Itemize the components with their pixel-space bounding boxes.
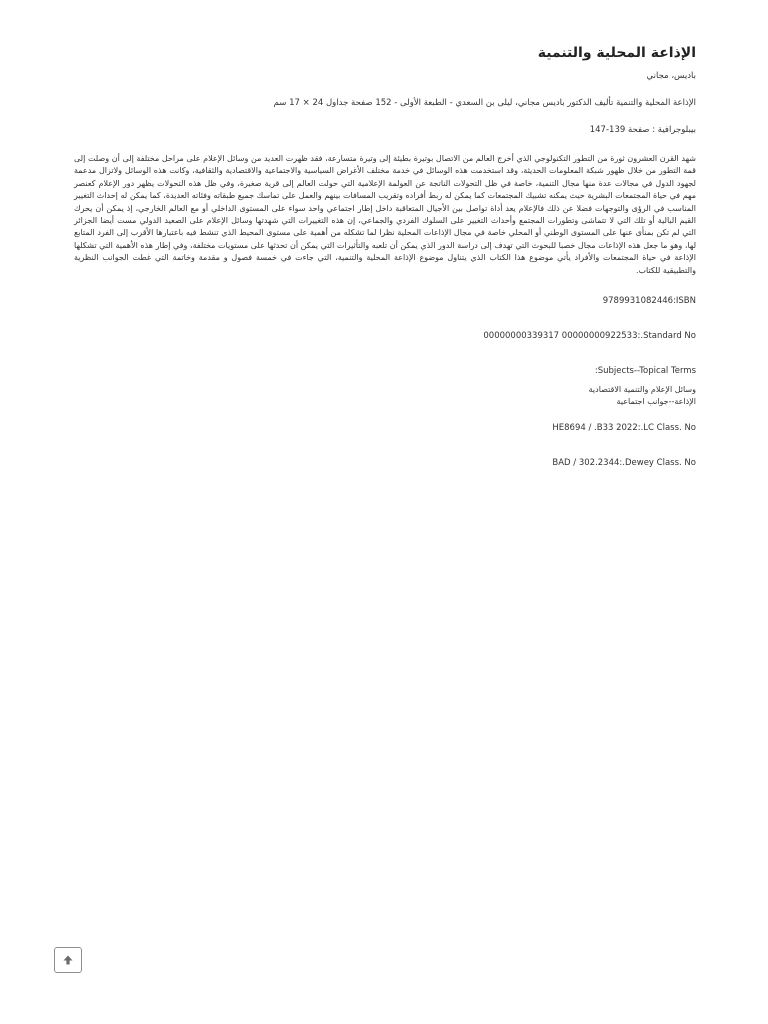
record-description: الإذاعة المحلية والتنمية تأليف الدكتور باديس مجاني، ليلى بن السعدي - الطبعة الأولى - 152 صفحة جداول 24 × 17 سم <box>273 98 696 108</box>
arrow-up-icon <box>62 954 74 966</box>
record-author: باديس، مجاني <box>646 71 696 81</box>
record-lc-class: HE8694 / .B33 2022:.LC Class. No <box>552 423 696 434</box>
subjects-list <box>74 384 696 408</box>
record-dewey-class: BAD / 302.2344:.Dewey Class. No <box>552 458 696 469</box>
subject-item: الإذاعة--جوانب اجتماعية <box>616 397 696 407</box>
subjects-heading: :Subjects--Topical Terms <box>594 366 696 377</box>
record-title: الإذاعة المحلية والتنمية <box>537 45 696 61</box>
record-standard-no: 00000000339317 00000000922533:.Standard No <box>483 331 696 342</box>
back-to-top-button[interactable] <box>54 947 82 973</box>
record-bibliography: بيبلوجرافية : صفحة 139-147 <box>589 125 696 135</box>
subject-item: وسائل الإعلام والتنمية الاقتصادية <box>588 385 696 395</box>
catalog-record <box>74 44 696 470</box>
record-isbn: 9789931082446:ISBN <box>602 296 696 307</box>
record-abstract: شهد القرن العشرون ثورة من التطور التكنولوجي الذي أخرج العالم من الاتصال بوتيرة بطيئة إلى وتيرة متسارعة، فقد ظهرت العديد من وسائل الإعلام على مراحل مختلفة إلى أن وصلت إلى قمة التطور من خلال ظهور شبكة المعلومات الحديثة، وقد استخدمت هذه الوسائل في خدمة مختلف الأغراض السياسية والاجتماعية والاقتصادية والثقافية، وكانت هذه الوسائل ولاتزال مدعمة لجهود الدول في مجالات عدة منها مجال التنمية، خاصة في ظل التحولات الناتجة عن العولمة الإعلامية التي حولت العالم إلى قرية صغيرة، وفي ظل هذه التحولات يظهر دور الإعلام كعنصر مهم في حياة المجتمعات البشرية حيث يمكنه تشبيك المجتمعات كما يمكن له ربط أفراده وتقريب المسافات بينهم والعمل على تماسك جميع طبقاته وفئاته العديدة، كما يمكن له إحداث التغيير المناسب في الرؤى والتوجهات فضلا عن ذلك فالإعلام يعد أداة تواصل بين الأجيال المتعاقبة داخل إطار اجتماعي واحد سواء على المستوى الداخلي أو مع العالم الخارجي، إذ يمكن أن يحرك القيم البالية أو تلك التي لا تتماشى وتطورات المجتمع وأحداث التغيير على السلوك الفردي والجماعي، إن هذه التغييرات التي شهدتها وسائل الإعلام على الصعيد الدولي مست أيضا الجزائر التي لم تكن بمنأى عنها على المستوى الوطني أو المحلي خاصة في مجال الإذاعات المحلية نظرا لما تشكله من أهمية على مستوى المحيط الذي تنشط فيه باعتبارها الأقرب إلى الفرد المتابع لها، وهو ما جعل هذه الإذاعات مجال خصبا للبحوث التي تهدف إلى دراسة الدور الذي يمكن أن تلعبه والتأثيرات التي يمكن أن تحدثها على مستويات مختلفة، وفي إطار هذه الأهمية التي تشكلها الإذاعة في حياة المجتمعات والأفراد يأتي موضوع هذا الكتاب الذي يتناول موضوع الإذاعة المحلية والتنمية، التي جاءت في خمسة فصول و مقدمة وخاتمة التي غطت الجوانب النظرية والتطبيقية للكتاب. <box>74 154 696 275</box>
